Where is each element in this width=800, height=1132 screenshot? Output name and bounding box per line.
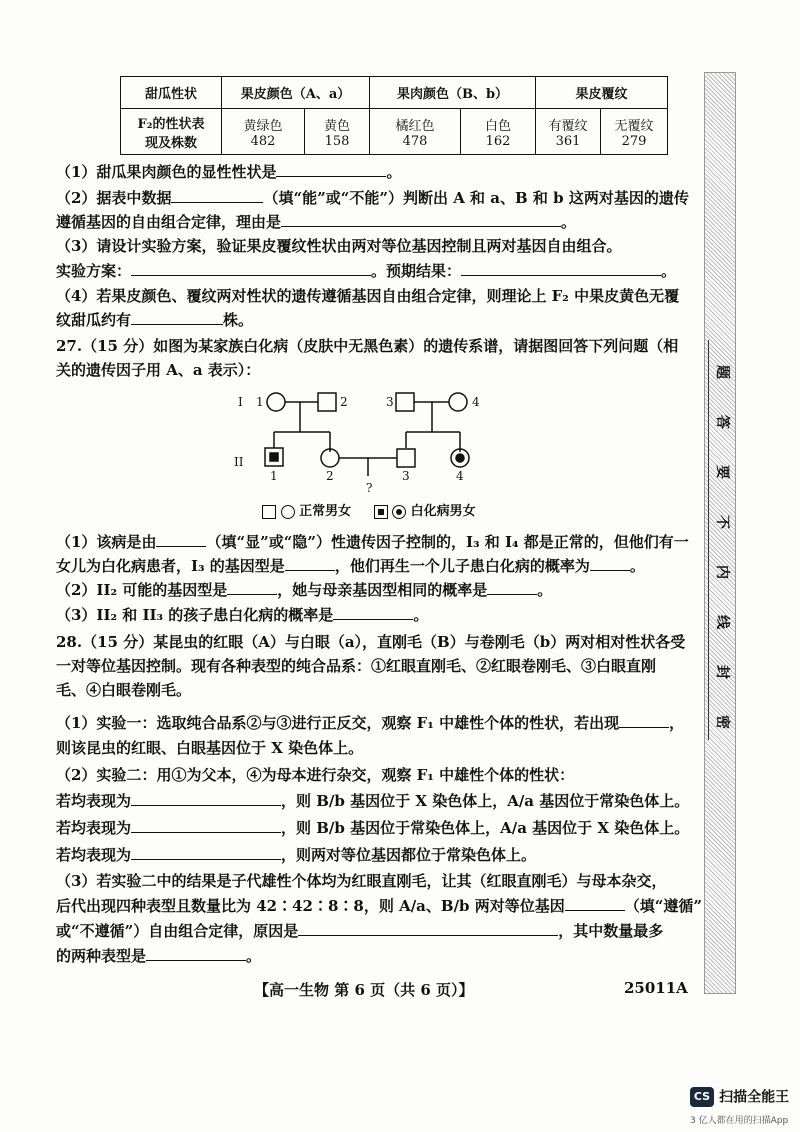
table-cell: 黄绿色 482	[222, 109, 305, 155]
seal-char: 线	[714, 615, 730, 629]
seal-char: 答	[714, 415, 730, 429]
q28-part3: （3）若实验二中的结果是子代雄性个体均为红眼直刚毛，让其（红眼直刚毛）与母本杂交，	[56, 872, 667, 890]
offspring-question: ?	[366, 481, 373, 495]
I2-normal-male	[318, 393, 336, 411]
seal-char: 封	[714, 665, 730, 679]
seal-char: 密	[714, 715, 730, 729]
q26-part4-cont: 纹甜瓜约有 株。	[56, 311, 254, 329]
svg-text:1: 1	[256, 395, 264, 409]
q26-part3-cont: 实验方案： 。预期结果： 。	[56, 262, 677, 280]
page-footer: 【高一生物 第 6 页（共 6 页）】	[254, 981, 474, 999]
I3-normal-male	[396, 393, 414, 411]
q27-stem: 27.（15 分）如图为某家族白化病（皮肤中无黑色素）的遗传系谱，请据图回答下列问题（相	[56, 337, 679, 355]
gen-I-label: I	[238, 395, 243, 409]
q27-part1-cont: 女儿为白化病患者，I₃ 的基因型是 ，他们再生一个儿子患白化病的概率为 。	[56, 557, 645, 575]
q26-part2-cont: 遵循基因的自由组合定律，理由是 。	[56, 213, 577, 231]
q26-part2: （2）据表中数据 （填“能”或“不能”）判断出 A 和 a、B 和 b 这两对基因的遗传	[56, 189, 689, 207]
table-cell: 无覆纹 279	[601, 109, 668, 155]
q28-result2: 若均表现为 ，则 B/b 基因位于常染色体上，A/a 基因位于 X 染色体上。	[56, 819, 690, 837]
paper-code: 25011A	[624, 979, 688, 997]
I1-normal-female	[267, 393, 285, 411]
q28-part2: （2）实验二：用①为父本，④为母本进行杂交，观察 F₁ 中雄性个体的性状：	[56, 766, 575, 784]
q27-part3: （3）II₂ 和 II₃ 的孩子患白化病的概率是 。	[56, 606, 429, 624]
cs-logo-icon: CS	[690, 1087, 714, 1107]
table-cell: 有覆纹 361	[536, 109, 601, 155]
seal-char: 要	[714, 465, 730, 479]
svg-text:3: 3	[402, 469, 410, 483]
svg-text:3: 3	[386, 395, 394, 409]
seal-line	[708, 340, 743, 740]
q28-part1-cont: 则该昆虫的红眼、白眼基因位于 X 染色体上。	[56, 739, 364, 757]
q28-part3-cont: 后代出现四种表型且数量比为 42∶42∶8∶8，则 A/a、B/b 两对等位基因 （填“遵循”	[56, 897, 703, 915]
q26-part4: （4）若果皮颜色、覆纹两对性状的遗传遵循基因自由组合定律，则理论上 F₂ 中果皮黄色无覆	[56, 287, 680, 305]
q28-result3: 若均表现为 ，则两对等位基因都位于常染色体上。	[56, 846, 537, 864]
q26-part1: （1）甜瓜果肉颜色的显性性状是 。	[56, 163, 402, 181]
q27-part1: （1）该病是由 （填“显”或“隐”）性遗传因子控制的，I₃ 和 I₄ 都是正常的，但他们有一	[56, 533, 689, 551]
I4-normal-female	[449, 393, 467, 411]
svg-text:4: 4	[472, 395, 480, 409]
q28-stem: 28.（15 分）某昆虫的红眼（A）与白眼（a），直刚毛（B）与卷刚毛（b）两对相对性状各受	[56, 633, 686, 651]
q28-part1: （1）实验一：选取纯合品系②与③进行正反交，观察 F₁ 中雄性个体的性状，若出现 ，	[56, 714, 685, 732]
table-cell: 黄色 158	[305, 109, 370, 155]
table-header: 果皮颜色（A、a）	[222, 77, 370, 109]
table-cell: 白色 162	[461, 109, 536, 155]
svg-text:4: 4	[456, 469, 464, 483]
scanner-logo: CS 扫描全能王 3 亿人都在用的扫描App	[690, 1086, 789, 1126]
table-row-label: F₂的性状表 现及株数	[121, 109, 222, 155]
seal-char: 题	[714, 365, 730, 379]
q28-part3-cont3: 的两种表型是 。	[56, 947, 262, 965]
q26-part3: （3）请设计实验方案，验证果皮覆纹性状由两对等位基因控制且两对基因自由组合。	[56, 237, 622, 255]
q27-stem-cont: 关的遗传因子用 A、a 表示）：	[56, 361, 261, 379]
table-header: 甜瓜性状	[121, 77, 222, 109]
svg-text:1: 1	[270, 469, 278, 483]
table-header: 果肉颜色（B、b）	[370, 77, 536, 109]
svg-text:2: 2	[326, 469, 334, 483]
q27-part2: （2）II₂ 可能的基因型是 ，她与母亲基因型相同的概率是 。	[56, 581, 553, 599]
q28-stem-cont: 一对等位基因控制。现有各种表型的纯合品系：①红眼直刚毛、②红眼卷刚毛、③白眼直刚	[56, 657, 657, 675]
pedigree-diagram	[220, 380, 520, 520]
seal-char: 内	[714, 565, 730, 579]
II3-normal-male	[397, 449, 415, 467]
q28-result1: 若均表现为 ，则 B/b 基因位于 X 染色体上，A/a 基因位于常染色体上。	[56, 792, 690, 810]
q28-part3-cont2: 或“不遵循”）自由组合定律，原因是 ，其中数量最多	[56, 922, 664, 940]
table-cell: 橘红色 478	[370, 109, 461, 155]
svg-text:2: 2	[340, 395, 348, 409]
pedigree-legend: 正常男女 白化病男女	[262, 500, 476, 519]
trait-table	[120, 76, 668, 155]
seal-char: 不	[714, 515, 730, 529]
q28-stem-cont2: 毛、④白眼卷刚毛。	[56, 681, 192, 699]
table-header: 果皮覆纹	[536, 77, 668, 109]
gen-II-label: II	[234, 455, 244, 469]
